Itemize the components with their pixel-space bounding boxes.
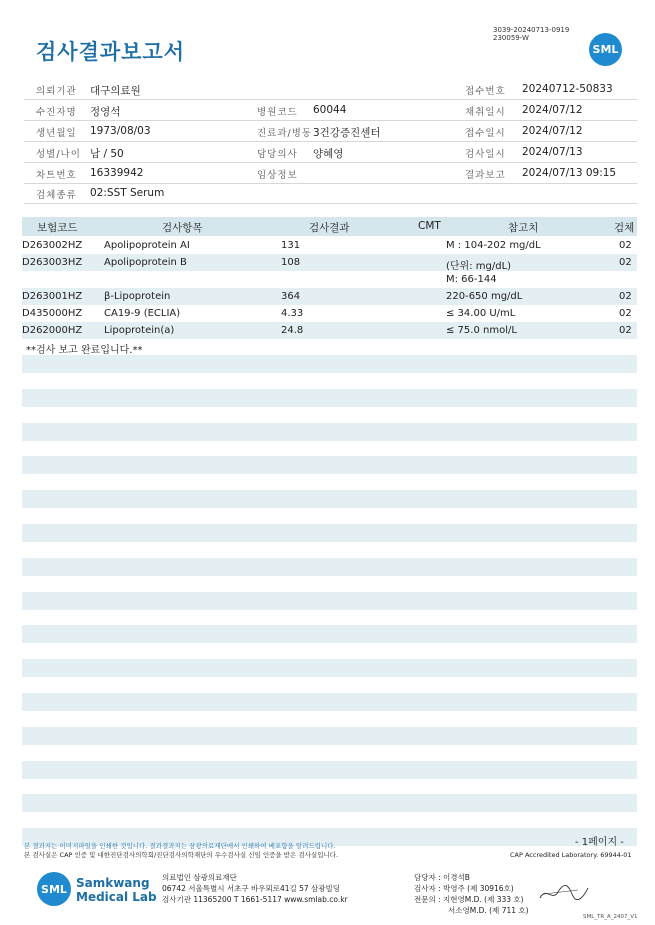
cell-reference: 220-650 mg/dL xyxy=(446,291,523,302)
cell-reference: M: 66-144 xyxy=(446,274,497,285)
cell-result: 131 xyxy=(281,240,301,251)
info-row xyxy=(24,163,637,184)
table-row xyxy=(22,271,637,288)
cell-reference: M : 104-202 mg/dL xyxy=(446,240,541,251)
info-row xyxy=(24,142,637,163)
cell-specimen: 02 xyxy=(619,240,632,251)
empty-row-stripe xyxy=(22,794,637,812)
info-value: 60044 xyxy=(313,104,347,116)
header-specimen: 검체 xyxy=(614,222,635,234)
info-label: 병원코드 xyxy=(257,107,298,118)
empty-row-stripe xyxy=(22,727,637,745)
cell-reference: (단위: mg/dL) xyxy=(446,261,512,272)
cell-code: D263002HZ xyxy=(22,240,83,251)
cell-specimen: 02 xyxy=(619,325,632,336)
header-result: 검사결과 xyxy=(309,222,350,234)
info-value: 남 / 50 xyxy=(90,148,124,160)
document-id-line: 3039-20240713-0919 xyxy=(493,26,570,34)
cell-result: 24.8 xyxy=(281,325,304,336)
staff-line: 전문의 : 지현영M.D. (제 333 호) xyxy=(414,895,524,904)
cell-code: D263003HZ xyxy=(22,257,83,268)
info-value: 2024/07/13 xyxy=(522,146,583,158)
info-label: 담당의사 xyxy=(257,149,298,160)
page-number: - 1페이지 - xyxy=(575,837,624,848)
cell-code: D262000HZ xyxy=(22,325,83,336)
info-value: 1973/08/03 xyxy=(90,125,151,137)
info-label: 생년월일 xyxy=(36,128,77,139)
header-code: 보험코드 xyxy=(37,222,78,234)
document-id-line: 230059-W xyxy=(493,34,529,42)
info-label: 검사일시 xyxy=(465,149,506,160)
table-row xyxy=(22,254,637,271)
info-value: 2024/07/13 09:15 xyxy=(522,167,617,179)
cell-specimen: 02 xyxy=(619,257,632,268)
signature-image xyxy=(538,880,590,906)
org-line: 06742 서울특별시 서초구 바우뫼로41길 57 삼광빌딩 xyxy=(162,884,341,893)
info-label: 접수일시 xyxy=(465,128,506,139)
info-label: 채취일시 xyxy=(465,107,506,118)
info-row xyxy=(24,100,637,121)
info-value: 대구의료원 xyxy=(90,85,141,97)
info-value: 2024/07/12 xyxy=(522,104,583,116)
empty-row-stripe xyxy=(22,659,637,677)
org-line: 의료법인 삼광의료재단 xyxy=(162,873,237,882)
cell-result: 108 xyxy=(281,257,301,268)
cell-result: 4.33 xyxy=(281,308,304,319)
info-label: 결과보고 xyxy=(465,170,506,181)
info-label: 접수번호 xyxy=(465,86,506,97)
document-id xyxy=(493,26,569,42)
cell-item: Apolipoprotein B xyxy=(104,257,187,268)
staff-line: 검사자 : 박영주 (제 30916호) xyxy=(414,884,514,893)
info-value: 20240712-50833 xyxy=(522,83,613,95)
empty-row-stripe xyxy=(22,456,637,474)
info-value: 16339942 xyxy=(90,167,144,179)
cell-result: 364 xyxy=(281,291,301,302)
cell-item: β-Lipoprotein xyxy=(104,291,171,302)
brand-line: Samkwang xyxy=(76,876,150,890)
staff-line: 담당자 : 이경석B xyxy=(414,873,470,882)
staff-line: 서소영M.D. (제 711 호) xyxy=(448,906,529,915)
empty-row-stripe xyxy=(22,490,637,508)
info-value: 2024/07/12 xyxy=(522,125,583,137)
table-row xyxy=(22,305,637,322)
info-label: 임상정보 xyxy=(257,170,298,181)
empty-row-stripe xyxy=(22,524,637,542)
info-value: 양혜영 xyxy=(313,148,344,160)
staff-list xyxy=(414,872,529,916)
cell-code: D263001HZ xyxy=(22,291,83,302)
info-value: 정영석 xyxy=(90,106,121,118)
cell-item: CA19-9 (ECLIA) xyxy=(104,308,181,319)
info-row xyxy=(24,121,637,142)
cell-reference: ≤ 34.00 U/mL xyxy=(446,308,516,319)
info-row xyxy=(24,79,637,100)
report-note: **검사 보고 완료입니다.** xyxy=(26,345,143,356)
info-value: 02:SST Serum xyxy=(90,187,165,199)
org-line: 검사기관 11365200 T 1661-5117 www.smlab.co.kr xyxy=(162,895,348,904)
info-label: 차트번호 xyxy=(36,170,77,181)
info-label: 검체종류 xyxy=(36,190,77,201)
info-label: 진료과/병동 xyxy=(257,128,313,139)
info-label: 성별/나이 xyxy=(36,149,81,160)
cell-item: Lipoprotein(a) xyxy=(104,325,175,336)
info-label: 수진자명 xyxy=(36,107,77,118)
disclaimer-text: 본 결과지는 이미지파일을 인쇄한 것입니다. 결과결과지는 삼광의료재단에서 인쇄하여 배포함을 알려드립니다. xyxy=(24,842,336,850)
header-cmt: CMT xyxy=(418,220,441,232)
sml-logo-footer: SML xyxy=(37,872,71,906)
brand-line: Medical Lab xyxy=(76,890,157,904)
results-table-header xyxy=(22,217,637,236)
info-row xyxy=(24,183,637,204)
empty-row-stripe xyxy=(22,423,637,441)
empty-row-stripe xyxy=(22,761,637,779)
cell-reference: ≤ 75.0 nmol/L xyxy=(446,325,517,336)
form-version: SML_TR_A_2407_V1 xyxy=(583,914,638,920)
cell-specimen: 02 xyxy=(619,308,632,319)
empty-row-stripe xyxy=(22,389,637,407)
header-ref: 참고치 xyxy=(508,222,539,234)
table-row xyxy=(22,322,637,339)
accreditation-text: 본 검사실은 CAP 인증 및 대한진단검사의학회/진단검사의학재단의 우수검사실 신임 인증을 받은 검사실입니다. xyxy=(24,851,339,859)
cell-item: Apolipoprotein AⅠ xyxy=(104,240,190,251)
header-item: 검사항목 xyxy=(162,222,203,234)
empty-row-stripe xyxy=(22,355,637,373)
table-row xyxy=(22,288,637,305)
sml-logo: SML xyxy=(589,33,622,66)
info-label: 의뢰기관 xyxy=(36,86,77,97)
empty-row-stripe xyxy=(22,693,637,711)
cap-accreditation: CAP Accredited Laboratory. 69944-01 xyxy=(510,851,632,859)
cell-specimen: 02 xyxy=(619,291,632,302)
empty-row-stripe xyxy=(22,558,637,576)
organization-address xyxy=(162,872,348,905)
info-value: 3건강증진센터 xyxy=(313,127,381,139)
brand-name xyxy=(76,876,157,904)
report-title: 검사결과보고서 xyxy=(36,40,186,64)
cell-code: D435000HZ xyxy=(22,308,83,319)
empty-row-stripe xyxy=(22,592,637,610)
empty-row-stripe xyxy=(22,625,637,643)
table-row xyxy=(22,237,637,254)
